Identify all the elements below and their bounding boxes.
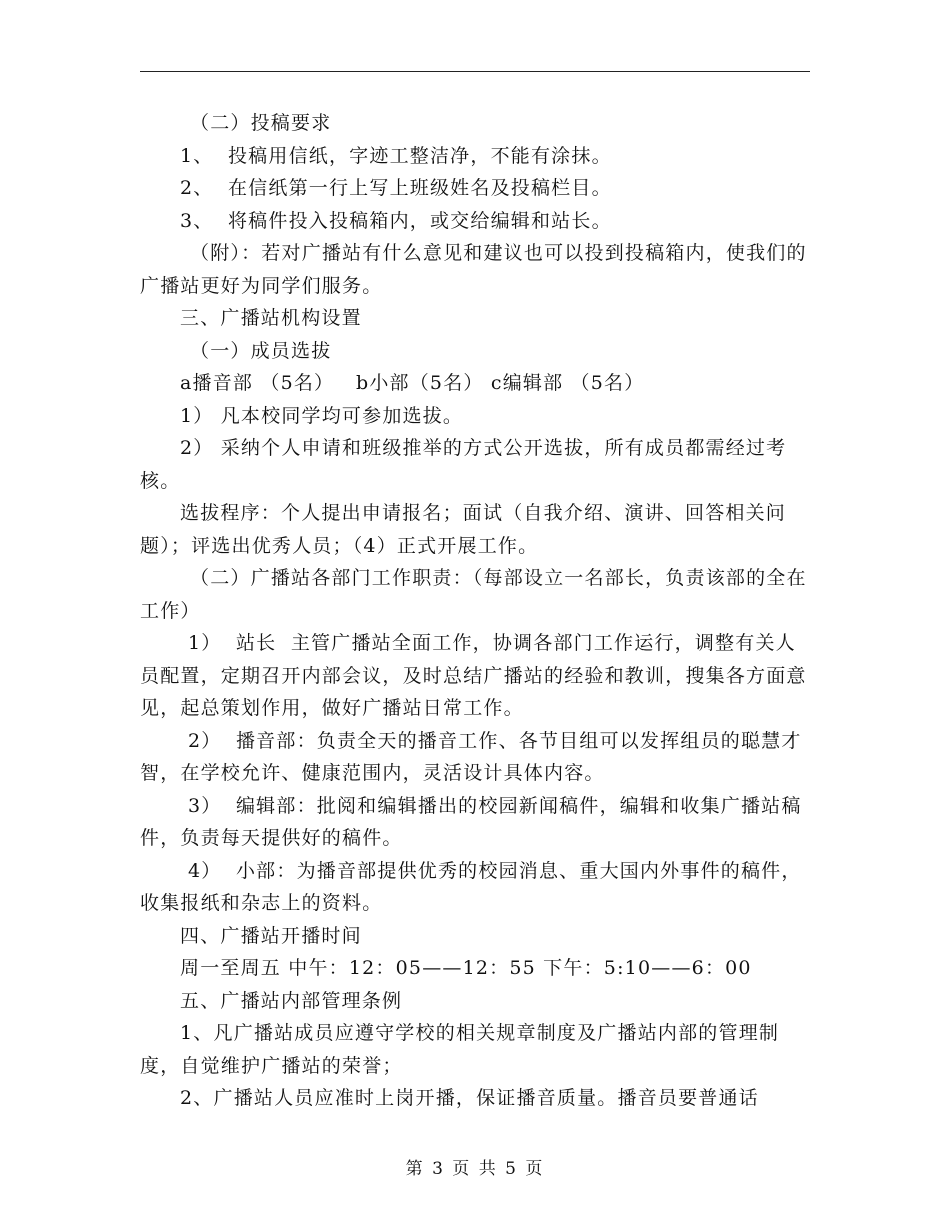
section-heading: 五、广播站内部管理条例 <box>180 989 403 1012</box>
note-paragraph: （附）：若对广播站有什么意见和建议也可以投到投稿箱内，使我们的广播站更好为同学们服务。 <box>140 242 807 297</box>
list-item: 2、 在信纸第一行上写上班级姓名及投稿栏目。 <box>180 177 612 199</box>
list-item: 1、 投稿用信纸，字迹工整洁净，不能有涂抹。 <box>180 144 612 167</box>
list-item: 3、 将稿件投入投稿箱内，或交给编辑和站长。 <box>180 209 612 232</box>
list-item: 2） 采纳个人申请和班级推举的方式公开选拔，所有成员都需经过考核。 <box>140 437 787 492</box>
department-quota-line: a播音部 （5名） b小部（5名） c编辑部 （5名） <box>180 372 645 394</box>
broadcast-schedule: 周一至周五 中午：12：05——12：55 下午：5:10——6：00 <box>180 957 752 979</box>
header-rule <box>140 71 810 72</box>
section-heading: 三、广播站机构设置 <box>180 307 362 329</box>
subsection-heading: （二）广播站各部门工作职责：（每部设立一名部长，负责该部的全在工作） <box>140 567 807 622</box>
rule-item: 1、凡广播站成员应遵守学校的相关规章制度及广播站内部的管理制度，自觉维护广播站的荣誉； <box>140 1022 780 1077</box>
list-item: 1） 凡本校同学均可参加选拔。 <box>180 404 464 427</box>
duty-item: 2） 播音部：负责全天的播音工作、各节目组可以发挥组员的聪慧才智，在学校允许、健康范围内，灵活设计具体内容。 <box>140 729 802 784</box>
duty-item: 1） 站长 主管广播站全面工作，协调各部门工作运行，调整有关人员配置，定期召开内部会议，及时总结广播站的经验和教训，搜集各方面意见，起总策划作用，做好广播站日常工作。 <box>140 632 807 719</box>
page-number-footer: 第 3 页 共 5 页 <box>405 1159 545 1179</box>
subsection-heading: （一）成员选拔 <box>190 339 332 362</box>
rule-item: 2、广播站人员应准时上岗开播，保证播音质量。播音员要普通话 <box>180 1087 759 1109</box>
selection-procedure: 选拔程序：个人提出申请报名；面试（自我介绍、演讲、回答相关问题）；评选出优秀人员；（4）正式开展工作。 <box>140 502 787 557</box>
section-heading: 四、广播站开播时间 <box>180 924 362 947</box>
duty-item: 3） 编辑部：批阅和编辑播出的校园新闻稿件，编辑和收集广播站稿件，负责每天提供好的稿件。 <box>140 794 802 849</box>
section-heading: （二）投稿要求 <box>190 112 332 134</box>
document-body <box>140 107 810 1115</box>
duty-item: 4） 小部：为播音部提供优秀的校园消息、重大国内外事件的稿件，收集报纸和杂志上的资料。 <box>140 859 802 914</box>
